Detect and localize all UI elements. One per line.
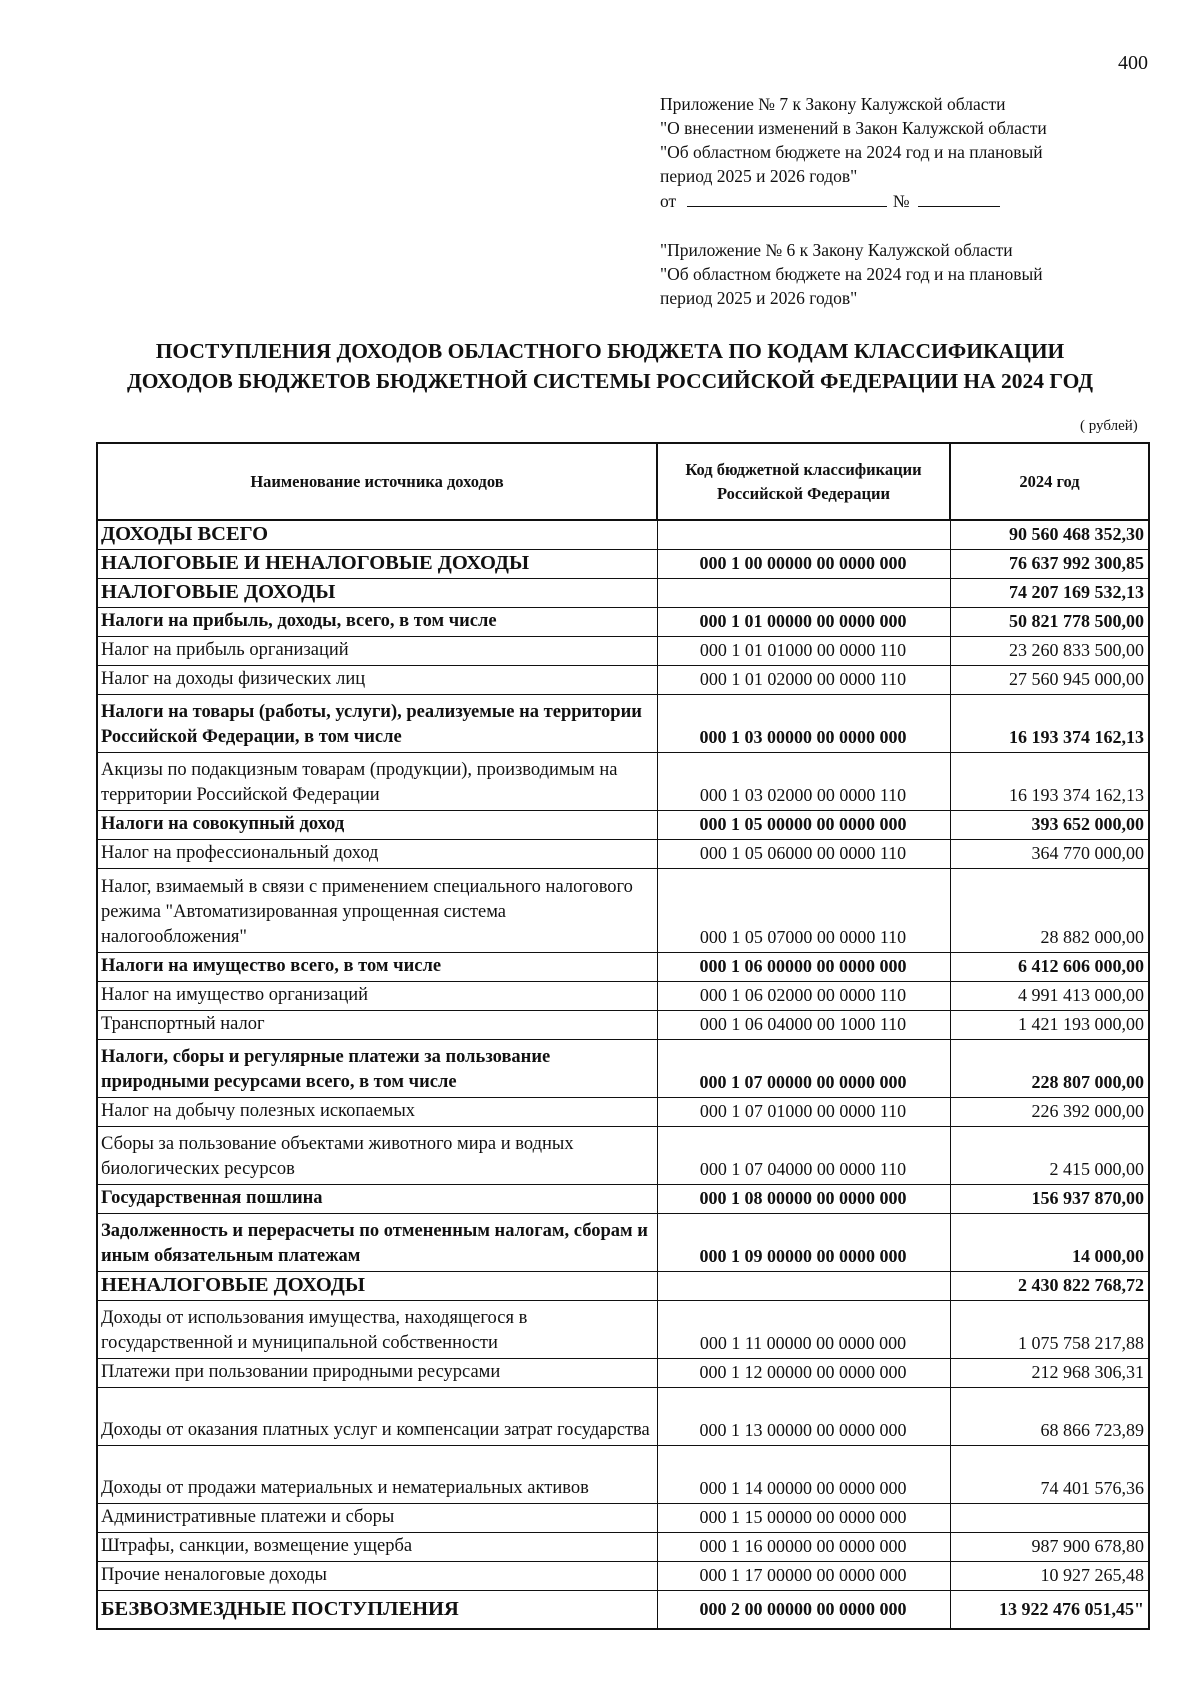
row-name: Сборы за пользование объектами животного мира и водных биологических ресурсов — [97, 1127, 657, 1185]
appendix-amendment-block — [660, 92, 1130, 213]
table-row — [97, 1591, 1149, 1630]
row-name: Доходы от оказания платных услуг и компенсации затрат государства — [97, 1388, 657, 1446]
header-name: Наименование источника доходов — [97, 443, 657, 520]
row-amount: 4 991 413 000,00 — [950, 982, 1149, 1011]
appendix-line: "Об областном бюджете на 2024 год и на плановый — [660, 264, 1043, 284]
row-name: Прочие неналоговые доходы — [97, 1562, 657, 1591]
row-amount: 28 882 000,00 — [950, 869, 1149, 953]
row-code: 000 1 00 00000 00 0000 000 — [657, 550, 950, 579]
row-code: 000 1 15 00000 00 0000 000 — [657, 1504, 950, 1533]
row-amount: 1 075 758 217,88 — [950, 1301, 1149, 1359]
row-code: 000 1 16 00000 00 0000 000 — [657, 1533, 950, 1562]
table-row — [97, 579, 1149, 608]
row-amount: 23 260 833 500,00 — [950, 637, 1149, 666]
row-name: Налоги на прибыль, доходы, всего, в том числе — [97, 608, 657, 637]
table-row — [97, 753, 1149, 811]
row-name: Акцизы по подакцизным товарам (продукции), производимым на территории Российской Федерации — [97, 753, 657, 811]
row-code: 000 1 01 00000 00 0000 000 — [657, 608, 950, 637]
revenue-table — [96, 442, 1150, 1630]
row-amount: 16 193 374 162,13 — [950, 695, 1149, 753]
row-name: Налог, взимаемый в связи с применением специального налогового режима "Автоматизированная упрощенная система налогообложения" — [97, 869, 657, 953]
row-name: Штрафы, санкции, возмещение ущерба — [97, 1533, 657, 1562]
row-amount: 212 968 306,31 — [950, 1359, 1149, 1388]
row-amount: 987 900 678,80 — [950, 1533, 1149, 1562]
appendix-line: период 2025 и 2026 годов" — [660, 288, 858, 308]
row-code: 000 1 09 00000 00 0000 000 — [657, 1214, 950, 1272]
row-amount — [950, 1504, 1149, 1533]
row-name: Налог на прибыль организаций — [97, 637, 657, 666]
table-row — [97, 1301, 1149, 1359]
row-name: НЕНАЛОГОВЫЕ ДОХОДЫ — [97, 1272, 657, 1301]
table-row — [97, 1040, 1149, 1098]
row-code: 000 1 07 04000 00 0000 110 — [657, 1127, 950, 1185]
row-name: Государственная пошлина — [97, 1185, 657, 1214]
row-code: 000 1 17 00000 00 0000 000 — [657, 1562, 950, 1591]
appendix-line: "О внесении изменений в Закон Калужской области — [660, 118, 1047, 138]
row-code: 000 1 03 02000 00 0000 110 — [657, 753, 950, 811]
row-name: Налоги на имущество всего, в том числе — [97, 953, 657, 982]
page-number: 400 — [1118, 52, 1148, 74]
row-code: 000 1 07 01000 00 0000 110 — [657, 1098, 950, 1127]
table-row — [97, 869, 1149, 953]
row-amount: 90 560 468 352,30 — [950, 520, 1149, 550]
table-row — [97, 1533, 1149, 1562]
row-code: 000 1 12 00000 00 0000 000 — [657, 1359, 950, 1388]
table-row — [97, 1504, 1149, 1533]
table-row — [97, 1388, 1149, 1446]
row-amount: 1 421 193 000,00 — [950, 1011, 1149, 1040]
table-row — [97, 1446, 1149, 1504]
row-name: Платежи при пользовании природными ресурсами — [97, 1359, 657, 1388]
row-code: 000 1 06 00000 00 0000 000 — [657, 953, 950, 982]
row-code: 000 1 13 00000 00 0000 000 — [657, 1388, 950, 1446]
table-row — [97, 695, 1149, 753]
appendix-date-number-line — [660, 188, 1130, 213]
title-line-2: ДОХОДОВ БЮДЖЕТОВ БЮДЖЕТНОЙ СИСТЕМЫ РОССИЙСКОЙ ФЕДЕРАЦИИ НА 2024 ГОД — [126, 369, 1094, 393]
table-header-row — [97, 443, 1149, 520]
row-amount: 393 652 000,00 — [950, 811, 1149, 840]
row-code: 000 1 11 00000 00 0000 000 — [657, 1301, 950, 1359]
appendix-line: период 2025 и 2026 годов" — [660, 166, 858, 186]
row-code: 000 1 05 00000 00 0000 000 — [657, 811, 950, 840]
units-label: ( рублей) — [1080, 418, 1138, 434]
appendix-line: "Об областном бюджете на 2024 год и на плановый — [660, 142, 1043, 162]
table-row — [97, 953, 1149, 982]
row-code: 000 1 07 00000 00 0000 000 — [657, 1040, 950, 1098]
appendix-line: Приложение № 7 к Закону Калужской области — [660, 94, 1006, 114]
row-name: Задолженность и перерасчеты по отмененным налогам, сборам и иным обязательным платежам — [97, 1214, 657, 1272]
title-line-1: ПОСТУПЛЕНИЯ ДОХОДОВ ОБЛАСТНОГО БЮДЖЕТА ПО КОДАМ КЛАССИФИКАЦИИ — [155, 339, 1065, 363]
row-amount: 50 821 778 500,00 — [950, 608, 1149, 637]
row-name: Налоги, сборы и регулярные платежи за пользование природными ресурсами всего, в том числе — [97, 1040, 657, 1098]
row-amount: 74 207 169 532,13 — [950, 579, 1149, 608]
number-label: № — [892, 191, 910, 211]
table-row — [97, 1011, 1149, 1040]
row-code — [657, 579, 950, 608]
table-row — [97, 550, 1149, 579]
appendix-line: "Приложение № 6 к Закону Калужской области — [660, 240, 1013, 260]
row-amount: 6 412 606 000,00 — [950, 953, 1149, 982]
row-code: 000 1 03 00000 00 0000 000 — [657, 695, 950, 753]
row-code: 000 1 01 02000 00 0000 110 — [657, 666, 950, 695]
row-amount: 68 866 723,89 — [950, 1388, 1149, 1446]
row-code: 000 1 01 01000 00 0000 110 — [657, 637, 950, 666]
row-code: 000 1 05 07000 00 0000 110 — [657, 869, 950, 953]
number-blank — [918, 188, 1000, 207]
table-row — [97, 1185, 1149, 1214]
row-amount: 228 807 000,00 — [950, 1040, 1149, 1098]
row-code — [657, 1272, 950, 1301]
table-row — [97, 1272, 1149, 1301]
row-code: 000 1 06 04000 00 1000 110 — [657, 1011, 950, 1040]
row-name: Налог на профессиональный доход — [97, 840, 657, 869]
row-code: 000 1 06 02000 00 0000 110 — [657, 982, 950, 1011]
row-amount: 226 392 000,00 — [950, 1098, 1149, 1127]
table-row — [97, 811, 1149, 840]
header-code: Код бюджетной классификации Российской Федерации — [657, 443, 950, 520]
row-amount: 2 415 000,00 — [950, 1127, 1149, 1185]
row-name: НАЛОГОВЫЕ ДОХОДЫ — [97, 579, 657, 608]
row-amount: 27 560 945 000,00 — [950, 666, 1149, 695]
row-amount: 13 922 476 051,45" — [950, 1591, 1149, 1630]
row-name: Доходы от продажи материальных и нематериальных активов — [97, 1446, 657, 1504]
row-name: Транспортный налог — [97, 1011, 657, 1040]
row-name: Налог на добычу полезных ископаемых — [97, 1098, 657, 1127]
row-code: 000 1 05 06000 00 0000 110 — [657, 840, 950, 869]
table-row — [97, 840, 1149, 869]
row-amount: 14 000,00 — [950, 1214, 1149, 1272]
row-name: Налоги на совокупный доход — [97, 811, 657, 840]
table-row — [97, 608, 1149, 637]
row-amount: 76 637 992 300,85 — [950, 550, 1149, 579]
row-name: БЕЗВОЗМЕЗДНЫЕ ПОСТУПЛЕНИЯ — [97, 1591, 657, 1630]
table-row — [97, 637, 1149, 666]
appendix-original-block — [660, 238, 1130, 310]
from-label: от — [660, 191, 677, 211]
date-blank — [687, 188, 887, 207]
row-name: НАЛОГОВЫЕ И НЕНАЛОГОВЫЕ ДОХОДЫ — [97, 550, 657, 579]
row-name: Налог на доходы физических лиц — [97, 666, 657, 695]
table-row — [97, 666, 1149, 695]
table-row — [97, 520, 1149, 550]
row-amount: 16 193 374 162,13 — [950, 753, 1149, 811]
row-code: 000 1 14 00000 00 0000 000 — [657, 1446, 950, 1504]
row-name: Доходы от использования имущества, находящегося в государственной и муниципальной собственности — [97, 1301, 657, 1359]
table-row — [97, 1562, 1149, 1591]
row-name: ДОХОДЫ ВСЕГО — [97, 520, 657, 550]
row-amount: 364 770 000,00 — [950, 840, 1149, 869]
row-name: Налоги на товары (работы, услуги), реализуемые на территории Российской Федерации, в том числе — [97, 695, 657, 753]
row-amount: 74 401 576,36 — [950, 1446, 1149, 1504]
table-row — [97, 1214, 1149, 1272]
table-row — [97, 982, 1149, 1011]
table-row — [97, 1098, 1149, 1127]
row-code — [657, 520, 950, 550]
header-year: 2024 год — [950, 443, 1149, 520]
document-title — [60, 336, 1160, 396]
table-row — [97, 1127, 1149, 1185]
row-amount: 10 927 265,48 — [950, 1562, 1149, 1591]
row-amount: 156 937 870,00 — [950, 1185, 1149, 1214]
row-name: Налог на имущество организаций — [97, 982, 657, 1011]
row-name: Административные платежи и сборы — [97, 1504, 657, 1533]
table-row — [97, 1359, 1149, 1388]
row-code: 000 1 08 00000 00 0000 000 — [657, 1185, 950, 1214]
row-code: 000 2 00 00000 00 0000 000 — [657, 1591, 950, 1630]
row-amount: 2 430 822 768,72 — [950, 1272, 1149, 1301]
